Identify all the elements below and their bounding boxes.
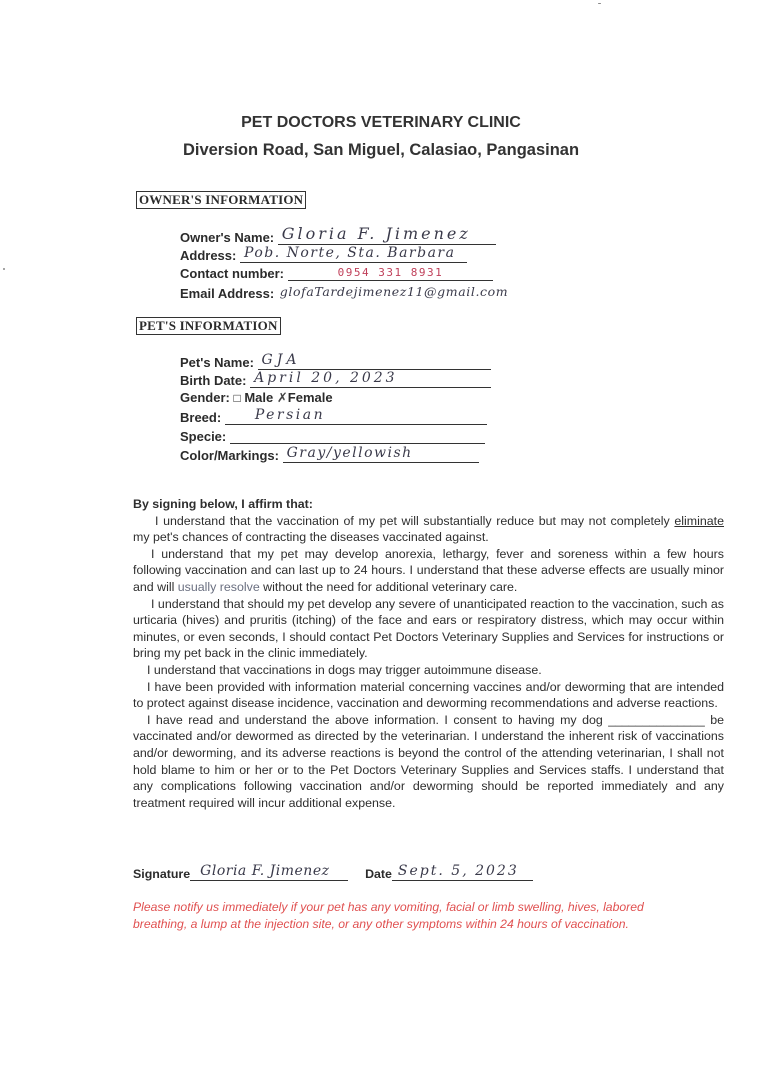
gender-male-checkbox[interactable]: □ [233, 391, 241, 405]
signature-value: Gloria F. Jimenez [200, 863, 330, 879]
dog-name-blank[interactable]: ______________ [608, 712, 705, 727]
pet-birth-value: April 20, 2023 [254, 370, 398, 386]
owner-name-field[interactable] [278, 224, 496, 245]
pet-gender-label: Gender: [180, 390, 230, 405]
pet-name-row [180, 353, 491, 371]
pet-color-field[interactable] [283, 446, 479, 463]
owner-address-label: Address: [180, 248, 237, 263]
pet-color-label: Color/Markings: [180, 448, 279, 463]
gender-male-label: Male [244, 390, 274, 405]
pet-birth-row [180, 371, 491, 389]
consent-text-run: be vaccinated and/or dewormed as directed by the veterinarian. I understand the inherent risk of vaccinations and/or deworming, and its adverse reactions is beyond the control of the attending veterinarian, I shall not hold blame to him or her or to the Pet Doctors Veterinary Supplies and Services staffs. I understand that any complications following vaccination and/or deworming should be reported immediately and any treatment required will incur additional expense. [133, 712, 724, 810]
date-label: Date [365, 867, 392, 881]
consent-text-run: I understand that the vaccination of my pet will substantially reduce but may not completely [155, 513, 675, 528]
consent-paragraph [133, 712, 724, 812]
gender-female-label: Female [287, 390, 333, 405]
owner-contact-label: Contact number: [180, 266, 284, 281]
consent-text-run: without the need for additional veterinary care. [259, 579, 518, 594]
consent-underlined-word: eliminate [674, 513, 724, 528]
pet-breed-label: Breed: [180, 410, 222, 425]
pet-gender-row [180, 390, 333, 408]
pet-section-heading: PET'S INFORMATION [136, 317, 281, 335]
consent-paragraph [133, 546, 724, 596]
pet-breed-row [180, 408, 487, 426]
pet-color-row [180, 446, 479, 464]
owner-section-heading: OWNER'S INFORMATION [136, 191, 306, 209]
owner-address-row [180, 246, 467, 264]
owner-address-field[interactable] [240, 246, 467, 263]
signature-label: Signature [133, 867, 191, 881]
pet-birth-label: Birth Date: [180, 373, 247, 388]
date-field[interactable] [392, 860, 533, 881]
owner-address-value: Pob. Norte, Sta. Barbara [243, 245, 456, 261]
consent-paragraph: I have been provided with information material concerning vaccines and/or deworming that are intended to protect against disease incidence, vaccination and deworming recommendations and adverse reactions. [133, 679, 724, 711]
consent-text-run: my pet's chances of contracting the diseases vaccinated against. [133, 530, 489, 545]
consent-faded-text: usually resolve [177, 579, 260, 594]
owner-name-row [180, 224, 496, 246]
scan-speck [3, 268, 5, 270]
pet-breed-field[interactable] [225, 408, 487, 425]
consent-text [133, 496, 724, 811]
consent-text-run: I have read and understand the above information. I consent to having my dog [147, 712, 609, 727]
owner-name-value: Gloria F. Jimenez [281, 224, 471, 243]
pet-name-field[interactable] [258, 353, 491, 370]
clinic-address: Diversion Road, San Miguel, Calasiao, Pangasinan [182, 141, 580, 159]
consent-paragraph [133, 513, 724, 546]
pet-name-label: Pet's Name: [180, 355, 254, 370]
date-value: Sept. 5, 2023 [397, 863, 519, 879]
owner-email-row [180, 284, 509, 302]
consent-heading: By signing below, I affirm that: [133, 497, 313, 511]
pet-specie-label: Specie: [180, 429, 227, 444]
pet-specie-row [180, 427, 485, 445]
vaccination-notice: Please notify us immediately if your pet has any vomiting, facial or limb swelling, hives, labored breathing, a lump at the injection site, or any other symptoms within 24 hours of vaccination. [133, 900, 644, 931]
owner-email-field[interactable] [278, 284, 509, 301]
owner-email-value: glofaTardejimenez11@gmail.com [279, 284, 509, 299]
owner-contact-value: 0954 331 8931 [337, 266, 444, 279]
scan-speck [598, 3, 601, 4]
clinic-name: PET DOCTORS VETERINARY CLINIC [241, 114, 521, 131]
pet-color-value: Gray/yellowish [286, 445, 413, 461]
owner-email-label: Email Address: [180, 286, 275, 301]
consent-paragraph: I understand that should my pet develop any severe of unanticipated reaction to the vaccination, such as urticaria (hives) and pruritis (itching) of the face and ears or respiratory distress, which may occur within minutes, or even seconds, I should contact Pet Doctors Veterinary Supplies and Services for instructions or bring my pet back in the clinic immediately. [133, 596, 724, 661]
owner-name-label: Owner's Name: [180, 230, 275, 245]
consent-paragraph: I understand that vaccinations in dogs may trigger autoimmune disease. [147, 662, 542, 677]
pet-name-value: GJA [261, 352, 301, 368]
signature-row [133, 860, 533, 881]
pet-breed-value: Persian [254, 407, 326, 423]
consent-text-run: I understand that my pet may develop anorexia, lethargy, fever and soreness within a few hours following vaccination and can last up to 24 hours. I understand that these adverse effects are usually minor and will [133, 546, 724, 594]
signature-field[interactable] [190, 860, 348, 881]
pet-specie-field[interactable] [230, 427, 485, 444]
owner-contact-row [180, 264, 493, 282]
owner-contact-field[interactable] [288, 264, 493, 281]
gender-female-checkbox[interactable]: ✗ [276, 390, 288, 405]
pet-birth-field[interactable] [250, 371, 491, 388]
